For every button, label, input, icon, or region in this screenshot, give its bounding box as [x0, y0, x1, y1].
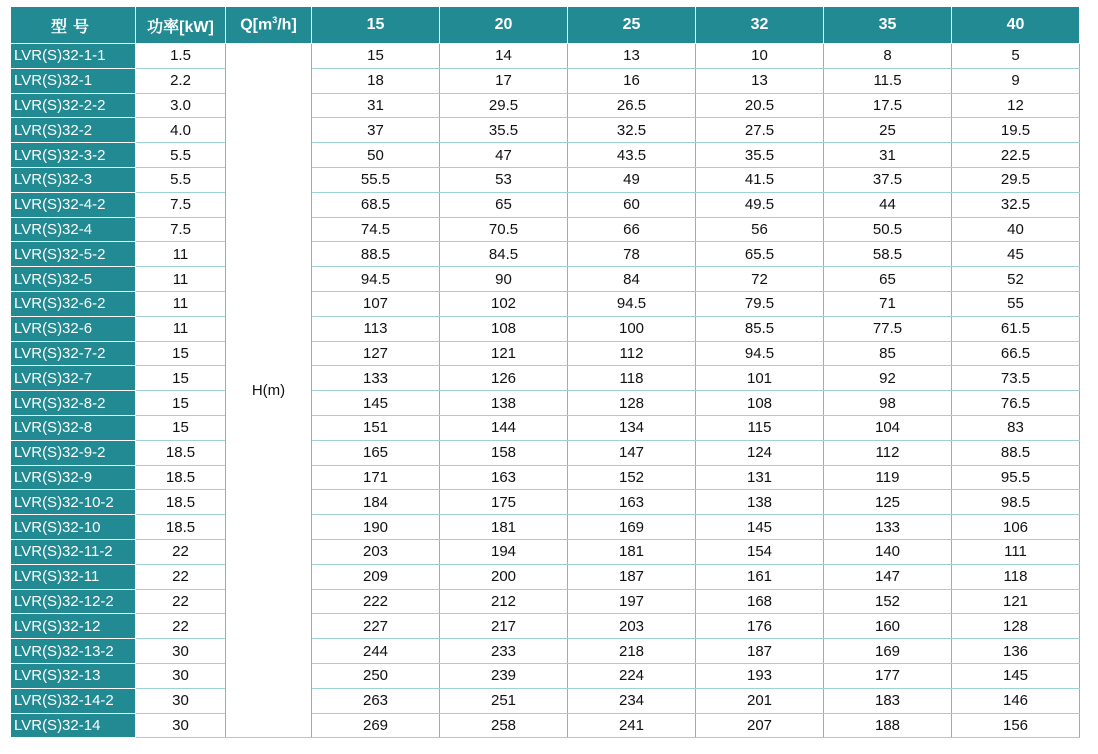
model-cell: LVR(S)32-4 — [11, 217, 136, 242]
power-cell: 22 — [136, 564, 226, 589]
power-cell: 11 — [136, 267, 226, 292]
flow-value-header: 35 — [824, 7, 952, 44]
head-value-cell: 94.5 — [568, 291, 696, 316]
head-value-cell: 194 — [440, 539, 568, 564]
power-cell: 15 — [136, 415, 226, 440]
head-value-cell: 161 — [696, 564, 824, 589]
head-value-cell: 88.5 — [312, 242, 440, 267]
head-value-cell: 35.5 — [440, 118, 568, 143]
head-value-cell: 227 — [312, 614, 440, 639]
head-value-cell: 165 — [312, 440, 440, 465]
head-value-cell: 17 — [440, 68, 568, 93]
head-value-cell: 104 — [824, 415, 952, 440]
head-value-cell: 108 — [696, 391, 824, 416]
head-unit-label: H(m) — [226, 44, 312, 738]
model-cell: LVR(S)32-8-2 — [11, 391, 136, 416]
head-value-cell: 45 — [952, 242, 1080, 267]
head-value-cell: 79.5 — [696, 291, 824, 316]
model-cell: LVR(S)32-2 — [11, 118, 136, 143]
table-row — [11, 415, 1080, 440]
head-value-cell: 88.5 — [952, 440, 1080, 465]
head-value-cell: 113 — [312, 316, 440, 341]
head-value-cell: 70.5 — [440, 217, 568, 242]
table-row — [11, 93, 1080, 118]
power-cell: 18.5 — [136, 515, 226, 540]
head-value-cell: 169 — [568, 515, 696, 540]
head-value-cell: 133 — [312, 366, 440, 391]
head-value-cell: 32.5 — [952, 192, 1080, 217]
head-value-cell: 15 — [312, 44, 440, 69]
performance-table-container — [10, 6, 1080, 738]
head-value-cell: 49.5 — [696, 192, 824, 217]
model-cell: LVR(S)32-7-2 — [11, 341, 136, 366]
head-value-cell: 40 — [952, 217, 1080, 242]
head-value-cell: 92 — [824, 366, 952, 391]
head-value-cell: 134 — [568, 415, 696, 440]
head-value-cell: 187 — [568, 564, 696, 589]
table-row — [11, 614, 1080, 639]
head-value-cell: 112 — [568, 341, 696, 366]
head-value-cell: 244 — [312, 639, 440, 664]
power-cell: 30 — [136, 688, 226, 713]
head-value-cell: 145 — [952, 663, 1080, 688]
head-value-cell: 18 — [312, 68, 440, 93]
head-value-cell: 181 — [568, 539, 696, 564]
head-value-cell: 73.5 — [952, 366, 1080, 391]
head-value-cell: 218 — [568, 639, 696, 664]
head-value-cell: 94.5 — [696, 341, 824, 366]
flow-value-header: 32 — [696, 7, 824, 44]
head-value-cell: 98.5 — [952, 490, 1080, 515]
head-value-cell: 76.5 — [952, 391, 1080, 416]
head-value-cell: 121 — [952, 589, 1080, 614]
head-value-cell: 106 — [952, 515, 1080, 540]
head-value-cell: 78 — [568, 242, 696, 267]
power-cell: 5.5 — [136, 143, 226, 168]
power-cell: 2.2 — [136, 68, 226, 93]
head-value-cell: 197 — [568, 589, 696, 614]
model-cell: LVR(S)32-9 — [11, 465, 136, 490]
table-row — [11, 688, 1080, 713]
head-value-cell: 101 — [696, 366, 824, 391]
head-value-cell: 128 — [952, 614, 1080, 639]
power-cell: 18.5 — [136, 465, 226, 490]
head-value-cell: 100 — [568, 316, 696, 341]
head-value-cell: 26.5 — [568, 93, 696, 118]
model-cell: LVR(S)32-13 — [11, 663, 136, 688]
flow-header-sup: 3 — [272, 15, 278, 26]
head-value-cell: 60 — [568, 192, 696, 217]
model-cell: LVR(S)32-5 — [11, 267, 136, 292]
head-value-cell: 44 — [824, 192, 952, 217]
head-value-cell: 212 — [440, 589, 568, 614]
power-cell: 15 — [136, 366, 226, 391]
head-value-cell: 32.5 — [568, 118, 696, 143]
head-value-cell: 222 — [312, 589, 440, 614]
head-value-cell: 138 — [696, 490, 824, 515]
head-value-cell: 145 — [696, 515, 824, 540]
head-value-cell: 74.5 — [312, 217, 440, 242]
head-value-cell: 16 — [568, 68, 696, 93]
head-value-cell: 77.5 — [824, 316, 952, 341]
head-value-cell: 72 — [696, 267, 824, 292]
power-cell: 11 — [136, 316, 226, 341]
head-value-cell: 177 — [824, 663, 952, 688]
head-value-cell: 133 — [824, 515, 952, 540]
head-value-cell: 127 — [312, 341, 440, 366]
head-value-cell: 66.5 — [952, 341, 1080, 366]
head-value-cell: 8 — [824, 44, 952, 69]
head-value-cell: 65 — [824, 267, 952, 292]
head-value-cell: 47 — [440, 143, 568, 168]
head-value-cell: 13 — [568, 44, 696, 69]
model-cell: LVR(S)32-7 — [11, 366, 136, 391]
model-cell: LVR(S)32-8 — [11, 415, 136, 440]
head-value-cell: 146 — [952, 688, 1080, 713]
model-cell: LVR(S)32-12-2 — [11, 589, 136, 614]
head-value-cell: 169 — [824, 639, 952, 664]
head-value-cell: 14 — [440, 44, 568, 69]
head-value-cell: 140 — [824, 539, 952, 564]
head-value-cell: 158 — [440, 440, 568, 465]
head-value-cell: 41.5 — [696, 167, 824, 192]
head-value-cell: 207 — [696, 713, 824, 738]
head-value-cell: 144 — [440, 415, 568, 440]
head-value-cell: 68.5 — [312, 192, 440, 217]
table-row — [11, 68, 1080, 93]
head-value-cell: 128 — [568, 391, 696, 416]
model-cell: LVR(S)32-10 — [11, 515, 136, 540]
table-row — [11, 639, 1080, 664]
power-cell: 30 — [136, 713, 226, 738]
model-cell: LVR(S)32-9-2 — [11, 440, 136, 465]
table-row — [11, 564, 1080, 589]
head-value-cell: 5 — [952, 44, 1080, 69]
flow-header-prefix: Q[m — [240, 16, 273, 34]
head-value-cell: 83 — [952, 415, 1080, 440]
head-value-cell: 112 — [824, 440, 952, 465]
head-value-cell: 85 — [824, 341, 952, 366]
power-cell: 22 — [136, 589, 226, 614]
head-value-cell: 121 — [440, 341, 568, 366]
head-value-cell: 53 — [440, 167, 568, 192]
head-value-cell: 126 — [440, 366, 568, 391]
table-body — [11, 44, 1080, 738]
table-row — [11, 316, 1080, 341]
head-value-cell: 217 — [440, 614, 568, 639]
table-row — [11, 663, 1080, 688]
model-cell: LVR(S)32-5-2 — [11, 242, 136, 267]
head-value-cell: 95.5 — [952, 465, 1080, 490]
table-row — [11, 589, 1080, 614]
table-row — [11, 713, 1080, 738]
head-value-cell: 20.5 — [696, 93, 824, 118]
head-value-cell: 147 — [824, 564, 952, 589]
head-value-cell: 12 — [952, 93, 1080, 118]
head-value-cell: 203 — [312, 539, 440, 564]
head-value-cell: 58.5 — [824, 242, 952, 267]
head-value-cell: 9 — [952, 68, 1080, 93]
performance-table — [10, 6, 1080, 738]
head-value-cell: 102 — [440, 291, 568, 316]
head-value-cell: 152 — [824, 589, 952, 614]
head-value-cell: 145 — [312, 391, 440, 416]
power-cell: 11 — [136, 242, 226, 267]
head-value-cell: 85.5 — [696, 316, 824, 341]
head-value-cell: 52 — [952, 267, 1080, 292]
power-cell: 22 — [136, 539, 226, 564]
table-row — [11, 192, 1080, 217]
model-cell: LVR(S)32-13-2 — [11, 639, 136, 664]
head-value-cell: 200 — [440, 564, 568, 589]
head-value-cell: 233 — [440, 639, 568, 664]
model-cell: LVR(S)32-11 — [11, 564, 136, 589]
model-cell: LVR(S)32-1 — [11, 68, 136, 93]
model-cell: LVR(S)32-11-2 — [11, 539, 136, 564]
head-value-cell: 156 — [952, 713, 1080, 738]
power-header: 功率[kW] — [136, 7, 226, 44]
head-value-cell: 55 — [952, 291, 1080, 316]
power-cell: 4.0 — [136, 118, 226, 143]
flow-header-suffix: /h] — [277, 16, 297, 34]
model-cell: LVR(S)32-14 — [11, 713, 136, 738]
head-value-cell: 168 — [696, 589, 824, 614]
head-value-cell: 251 — [440, 688, 568, 713]
head-value-cell: 90 — [440, 267, 568, 292]
head-value-cell: 108 — [440, 316, 568, 341]
head-value-cell: 147 — [568, 440, 696, 465]
table-row — [11, 440, 1080, 465]
head-value-cell: 29.5 — [952, 167, 1080, 192]
model-cell: LVR(S)32-2-2 — [11, 93, 136, 118]
head-value-cell: 241 — [568, 713, 696, 738]
head-value-cell: 183 — [824, 688, 952, 713]
power-cell: 30 — [136, 663, 226, 688]
head-value-cell: 269 — [312, 713, 440, 738]
head-value-cell: 61.5 — [952, 316, 1080, 341]
head-value-cell: 154 — [696, 539, 824, 564]
head-value-cell: 151 — [312, 415, 440, 440]
head-value-cell: 181 — [440, 515, 568, 540]
head-value-cell: 17.5 — [824, 93, 952, 118]
head-value-cell: 27.5 — [696, 118, 824, 143]
head-value-cell: 43.5 — [568, 143, 696, 168]
head-value-cell: 163 — [568, 490, 696, 515]
head-value-cell: 29.5 — [440, 93, 568, 118]
head-value-cell: 65.5 — [696, 242, 824, 267]
head-value-cell: 56 — [696, 217, 824, 242]
flow-header — [226, 7, 312, 44]
flow-value-header: 25 — [568, 7, 696, 44]
table-row — [11, 341, 1080, 366]
head-value-cell: 118 — [568, 366, 696, 391]
head-value-cell: 11.5 — [824, 68, 952, 93]
table-row — [11, 391, 1080, 416]
head-value-cell: 152 — [568, 465, 696, 490]
model-cell: LVR(S)32-10-2 — [11, 490, 136, 515]
power-cell: 30 — [136, 639, 226, 664]
head-value-cell: 35.5 — [696, 143, 824, 168]
model-cell: LVR(S)32-3 — [11, 167, 136, 192]
head-value-cell: 66 — [568, 217, 696, 242]
head-value-cell: 119 — [824, 465, 952, 490]
model-cell: LVR(S)32-12 — [11, 614, 136, 639]
head-value-cell: 163 — [440, 465, 568, 490]
model-cell: LVR(S)32-6 — [11, 316, 136, 341]
table-row — [11, 217, 1080, 242]
head-value-cell: 19.5 — [952, 118, 1080, 143]
table-row — [11, 515, 1080, 540]
head-value-cell: 188 — [824, 713, 952, 738]
power-cell: 15 — [136, 341, 226, 366]
head-value-cell: 203 — [568, 614, 696, 639]
head-value-cell: 176 — [696, 614, 824, 639]
table-row — [11, 465, 1080, 490]
head-value-cell: 118 — [952, 564, 1080, 589]
head-value-cell: 263 — [312, 688, 440, 713]
head-value-cell: 55.5 — [312, 167, 440, 192]
head-value-cell: 209 — [312, 564, 440, 589]
head-value-cell: 125 — [824, 490, 952, 515]
head-value-cell: 250 — [312, 663, 440, 688]
head-value-cell: 37.5 — [824, 167, 952, 192]
head-value-cell: 94.5 — [312, 267, 440, 292]
head-value-cell: 98 — [824, 391, 952, 416]
table-row — [11, 291, 1080, 316]
table-row — [11, 267, 1080, 292]
head-value-cell: 201 — [696, 688, 824, 713]
model-cell: LVR(S)32-1-1 — [11, 44, 136, 69]
head-value-cell: 107 — [312, 291, 440, 316]
model-header: 型号 — [11, 7, 136, 44]
head-value-cell: 193 — [696, 663, 824, 688]
flow-value-header: 20 — [440, 7, 568, 44]
model-cell: LVR(S)32-4-2 — [11, 192, 136, 217]
table-row — [11, 539, 1080, 564]
power-cell: 11 — [136, 291, 226, 316]
head-value-cell: 138 — [440, 391, 568, 416]
table-row — [11, 490, 1080, 515]
model-cell: LVR(S)32-14-2 — [11, 688, 136, 713]
head-value-cell: 115 — [696, 415, 824, 440]
power-cell: 1.5 — [136, 44, 226, 69]
table-row — [11, 366, 1080, 391]
head-value-cell: 49 — [568, 167, 696, 192]
head-value-cell: 84 — [568, 267, 696, 292]
head-value-cell: 136 — [952, 639, 1080, 664]
power-cell: 22 — [136, 614, 226, 639]
power-cell: 18.5 — [136, 490, 226, 515]
head-value-cell: 187 — [696, 639, 824, 664]
table-row — [11, 118, 1080, 143]
power-cell: 3.0 — [136, 93, 226, 118]
head-value-cell: 175 — [440, 490, 568, 515]
power-cell: 18.5 — [136, 440, 226, 465]
head-value-cell: 50.5 — [824, 217, 952, 242]
head-value-cell: 71 — [824, 291, 952, 316]
header-row — [11, 7, 1080, 44]
head-value-cell: 84.5 — [440, 242, 568, 267]
model-cell: LVR(S)32-6-2 — [11, 291, 136, 316]
head-value-cell: 190 — [312, 515, 440, 540]
model-cell: LVR(S)32-3-2 — [11, 143, 136, 168]
head-value-cell: 65 — [440, 192, 568, 217]
head-value-cell: 224 — [568, 663, 696, 688]
head-value-cell: 234 — [568, 688, 696, 713]
head-value-cell: 37 — [312, 118, 440, 143]
head-value-cell: 10 — [696, 44, 824, 69]
table-row — [11, 167, 1080, 192]
power-cell: 7.5 — [136, 217, 226, 242]
head-value-cell: 50 — [312, 143, 440, 168]
head-value-cell: 31 — [824, 143, 952, 168]
head-value-cell: 239 — [440, 663, 568, 688]
power-cell: 15 — [136, 391, 226, 416]
head-value-cell: 131 — [696, 465, 824, 490]
head-value-cell: 258 — [440, 713, 568, 738]
flow-value-header: 40 — [952, 7, 1080, 44]
head-value-cell: 31 — [312, 93, 440, 118]
table-row — [11, 143, 1080, 168]
head-value-cell: 25 — [824, 118, 952, 143]
head-value-cell: 160 — [824, 614, 952, 639]
head-value-cell: 171 — [312, 465, 440, 490]
head-value-cell: 13 — [696, 68, 824, 93]
head-value-cell: 124 — [696, 440, 824, 465]
head-value-cell: 111 — [952, 539, 1080, 564]
power-cell: 5.5 — [136, 167, 226, 192]
head-value-cell: 22.5 — [952, 143, 1080, 168]
power-cell: 7.5 — [136, 192, 226, 217]
table-row — [11, 242, 1080, 267]
flow-value-header: 15 — [312, 7, 440, 44]
head-value-cell: 184 — [312, 490, 440, 515]
table-row — [11, 44, 1080, 69]
